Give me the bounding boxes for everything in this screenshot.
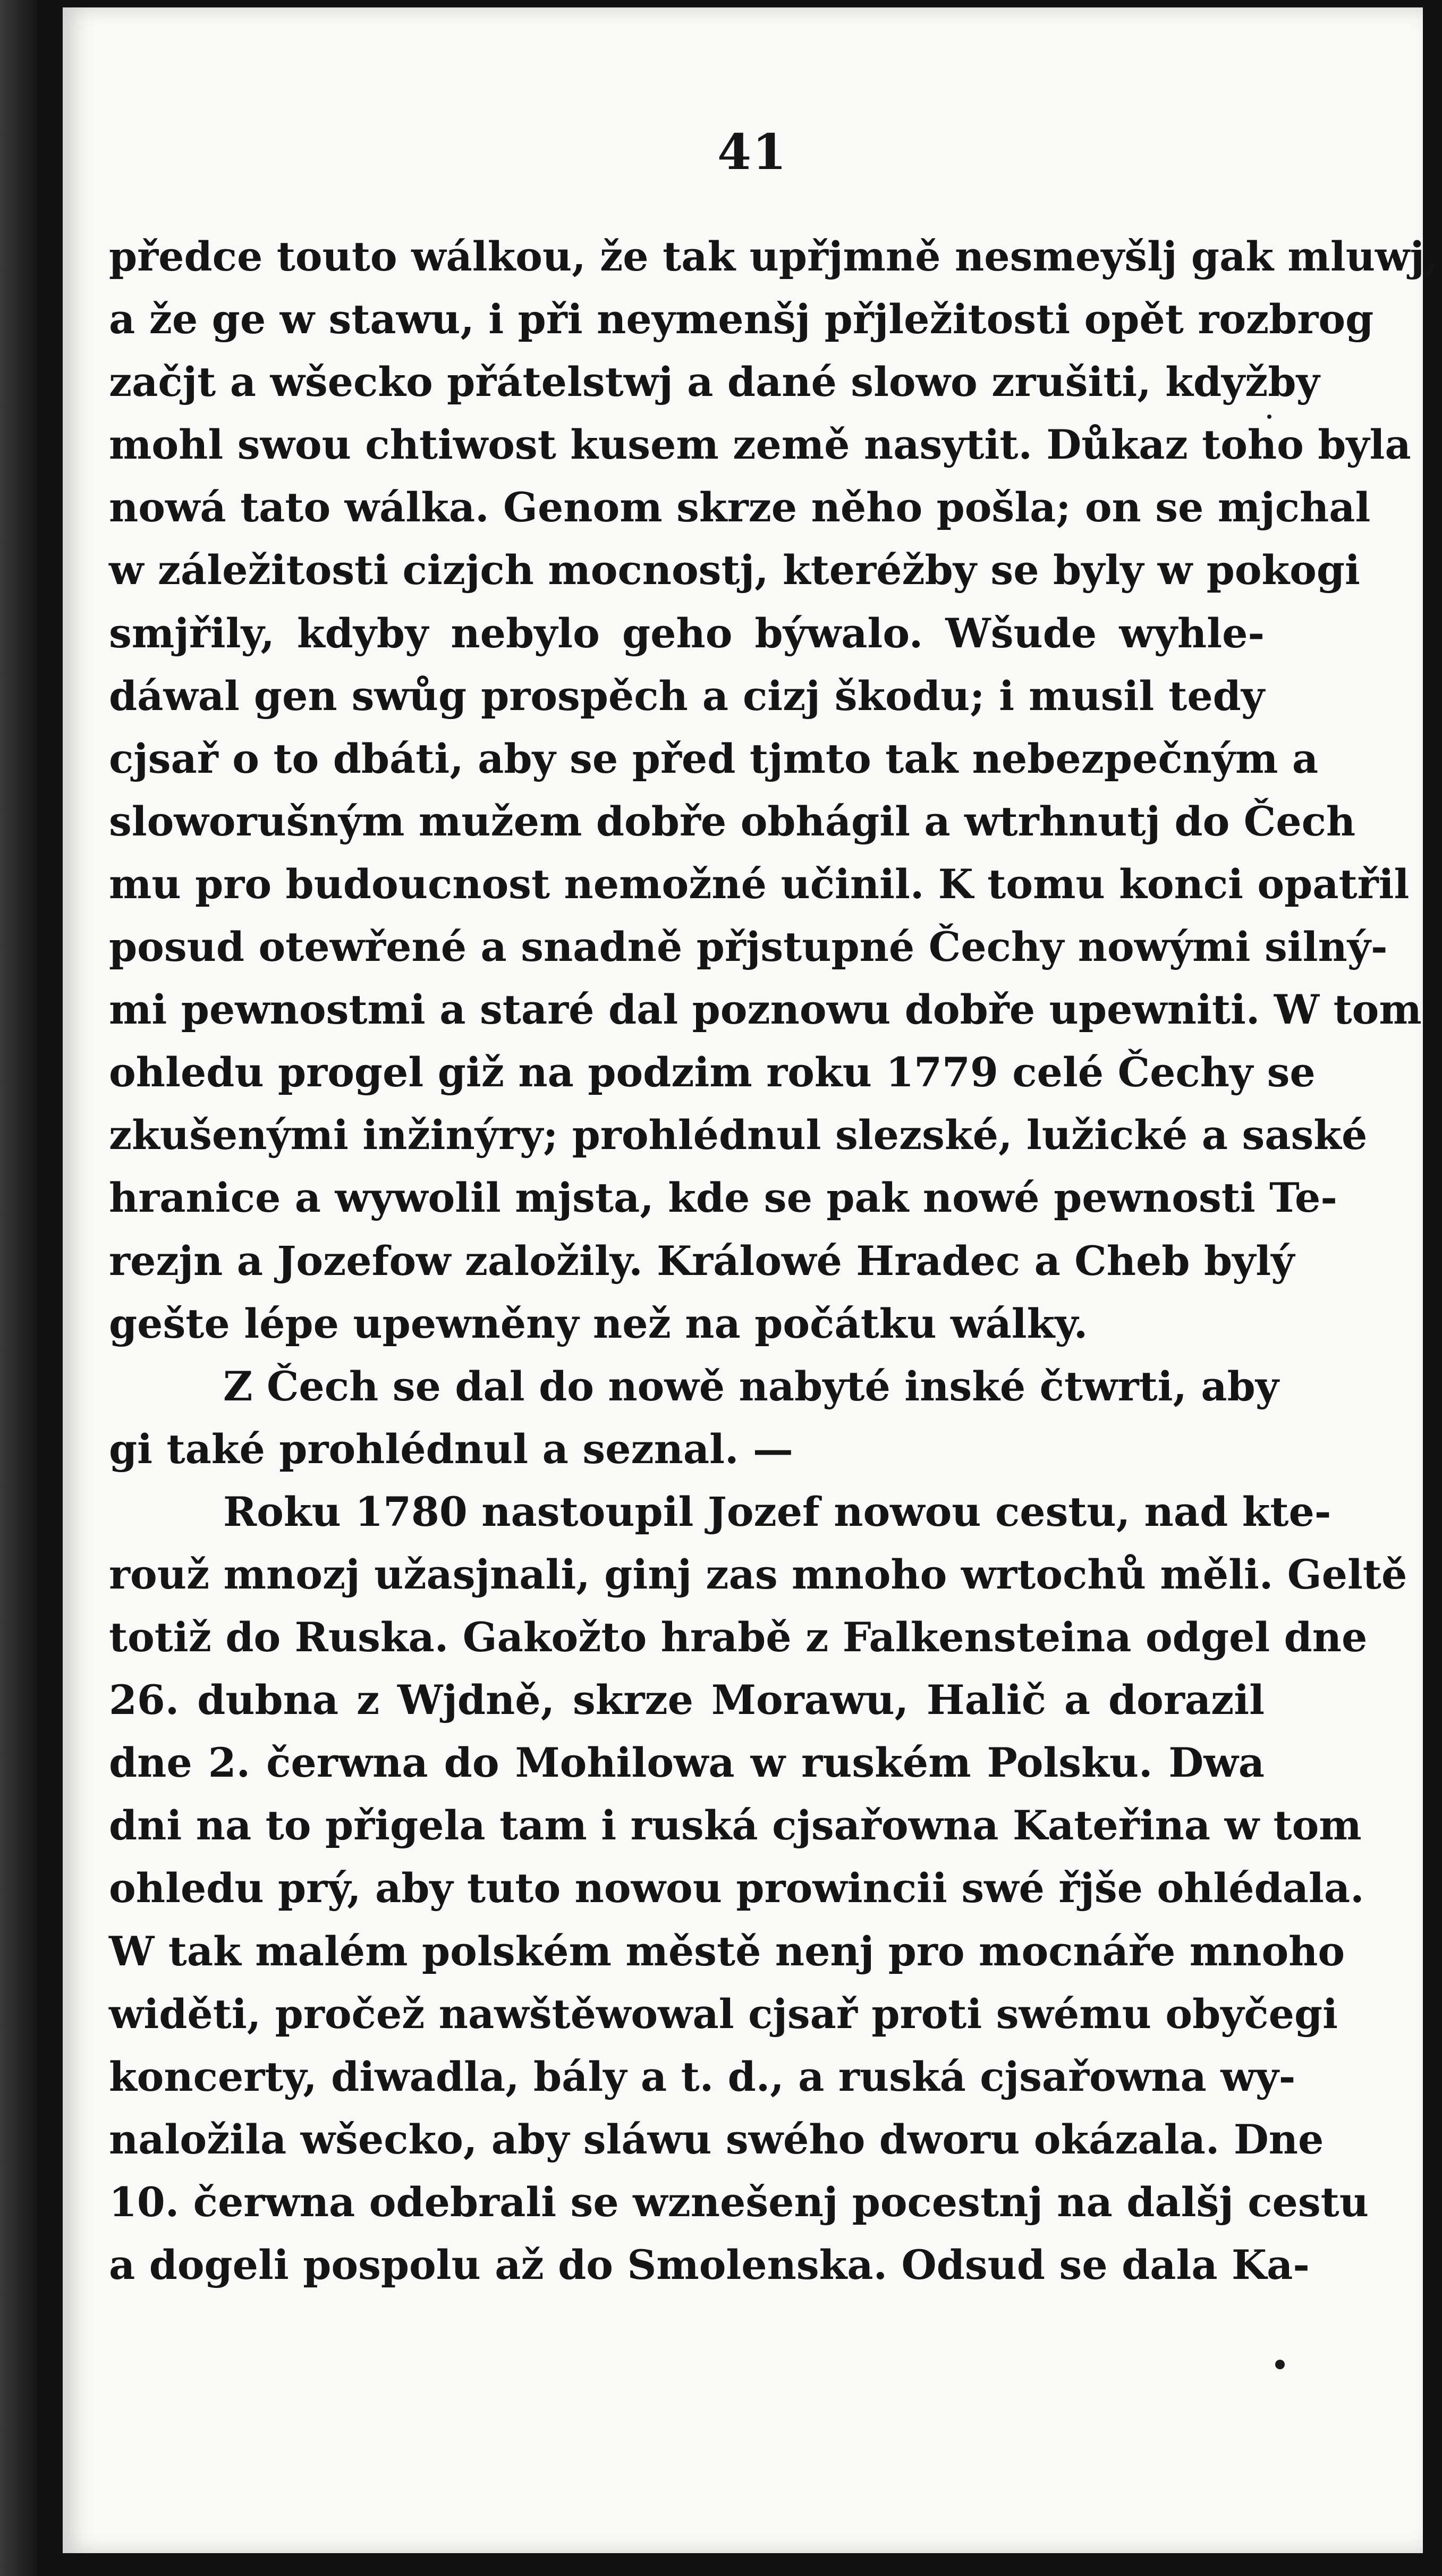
text-line: [109, 1543, 1407, 1606]
text-line-content: mi pewnostmi a staré dal poznowu dobře upewniti. W tom: [109, 986, 1422, 1034]
text-line: [109, 225, 1439, 288]
text-line-content: a že ge w stawu, i při neymenšj přjležitosti opět rozbrog: [109, 295, 1374, 343]
text-line: [109, 853, 1410, 916]
text-line-content: mu pro budoucnost nemožné učinil. K tomu konci opatřil: [109, 860, 1410, 908]
text-line: [109, 1732, 1265, 1794]
text-line: [109, 2171, 1369, 2234]
text-line-content: w záležitosti cizjch mocnostj, kteréžby se byly w pokogi: [109, 546, 1360, 594]
text-line-content: gi také prohlédnul a seznal. —: [109, 1425, 793, 1473]
text-line-content: hranice a wywolil mjsta, kde se pak nowé pewnosti Te-: [109, 1174, 1337, 1222]
text-line: [109, 916, 1388, 978]
text-line: [109, 288, 1374, 351]
text-line: [109, 1167, 1337, 1229]
text-line-content: 26. dubna z Wjdně, skrze Morawu, Halič a dorazil: [109, 1676, 1265, 1724]
text-line-content: nowá tato wálka. Genom skrze něho pošla; on se mjchal: [109, 484, 1371, 531]
text-line: [109, 2046, 1296, 2108]
text-line: [109, 413, 1411, 476]
text-line-content: widěti, pročež nawštěwowal cjsař proti swému obyčegi: [109, 1990, 1338, 2038]
text-line-content: sloworušným mužem dobře obhágil a wtrhnutj do Čech: [109, 797, 1356, 845]
text-line-content: dáwal gen swůg prospěch a cizj škodu; i musil tedy: [109, 672, 1265, 720]
text-line: [109, 351, 1320, 413]
text-line-content: koncerty, diwadla, bály a t. d., a ruská cjsařowna wy-: [109, 2053, 1296, 2100]
text-line: [109, 728, 1319, 790]
text-line-content: začjt a wšecko přátelstwj a dané slowo zrušiti, kdyžby: [109, 358, 1320, 406]
text-line-content: mohl swou chtiwost kusem země nasytit. Důkaz toho byla: [109, 421, 1411, 469]
text-line-content: Z Čech se dal do nowě nabyté inské čtwrti, aby: [223, 1362, 1279, 1410]
text-line: [109, 978, 1422, 1041]
text-line: [109, 1794, 1362, 1857]
text-line-content: gešte lépe upewněny než na počátku wálky.: [109, 1299, 1088, 1347]
text-line-content: rouž mnozj užasjnali, ginj zas mnoho wrtochů měli. Geltě: [109, 1550, 1407, 1598]
text-line-content: smjřily, kdyby nebylo geho býwalo. Wšude wyhle-: [109, 609, 1265, 657]
text-line: [109, 1669, 1265, 1732]
book-binding-edge: [0, 0, 37, 2576]
text-line: [109, 665, 1265, 728]
text-line-content: rezjn a Jozefow založily. Králowé Hradec a Cheb bylý: [109, 1237, 1295, 1285]
text-line: [109, 1230, 1295, 1293]
text-line: [109, 539, 1360, 602]
text-line-content: dne 2. čerwna do Mohilowa w ruském Polsku. Dwa: [109, 1739, 1265, 1787]
text-line-content: ohledu prý, aby tuto nowou prowincii swé řjše ohlédala.: [109, 1864, 1364, 1912]
text-line: [109, 1293, 1265, 1355]
text-line: [109, 2234, 1310, 2296]
page-number: 41: [717, 123, 788, 181]
text-line-content: a dogeli pospolu až do Smolenska. Odsud se dala Ka-: [109, 2241, 1310, 2288]
text-line-content: předce touto wálkou, že tak upřjmně nesmeyšlj gak mluwj,: [109, 233, 1439, 280]
text-line: [109, 1857, 1364, 1920]
text-line: [109, 1606, 1368, 1669]
text-line: [109, 790, 1356, 853]
text-line-content: dni na to přigela tam i ruská cjsařowna Kateřina w tom: [109, 1802, 1362, 1849]
text-line: [109, 1418, 1265, 1481]
text-line: [109, 1983, 1338, 2046]
text-line: [109, 1481, 1331, 1543]
text-line: [109, 1920, 1345, 1983]
text-line-content: posud otewřené a snadně přjstupné Čechy nowými silný-: [109, 923, 1388, 971]
text-line-content: 10. čerwna odebrali se wznešenj pocestnj na dalšj cestu: [109, 2178, 1369, 2226]
text-line-content: cjsař o to dbáti, aby se před tjmto tak nebezpečným a: [109, 734, 1319, 782]
text-line: [109, 1355, 1279, 1418]
text-line-content: Roku 1780 nastoupil Jozef nowou cestu, nad kte-: [223, 1488, 1331, 1535]
ink-speck: [1267, 415, 1271, 419]
text-line-content: totiž do Ruska. Gakožto hrabě z Falkensteina odgel dne: [109, 1614, 1368, 1661]
text-line-content: W tak malém polském městě nenj pro mocnáře mnoho: [109, 1927, 1345, 1975]
text-line-content: ohledu progel giž na podzim roku 1779 celé Čechy se: [109, 1049, 1316, 1096]
text-line-content: naložila wšecko, aby sláwu swého dworu okázala. Dne: [109, 2115, 1324, 2163]
body-text: [109, 225, 1439, 2296]
text-line: [109, 1104, 1368, 1167]
text-line: [109, 476, 1371, 539]
text-line: [109, 2108, 1324, 2171]
text-line: [109, 1041, 1316, 1104]
text-line: [109, 602, 1265, 665]
ink-speck: [1275, 2360, 1285, 2369]
text-line-content: zkušenými inžinýry; prohlédnul slezské, lužické a saské: [109, 1111, 1368, 1159]
